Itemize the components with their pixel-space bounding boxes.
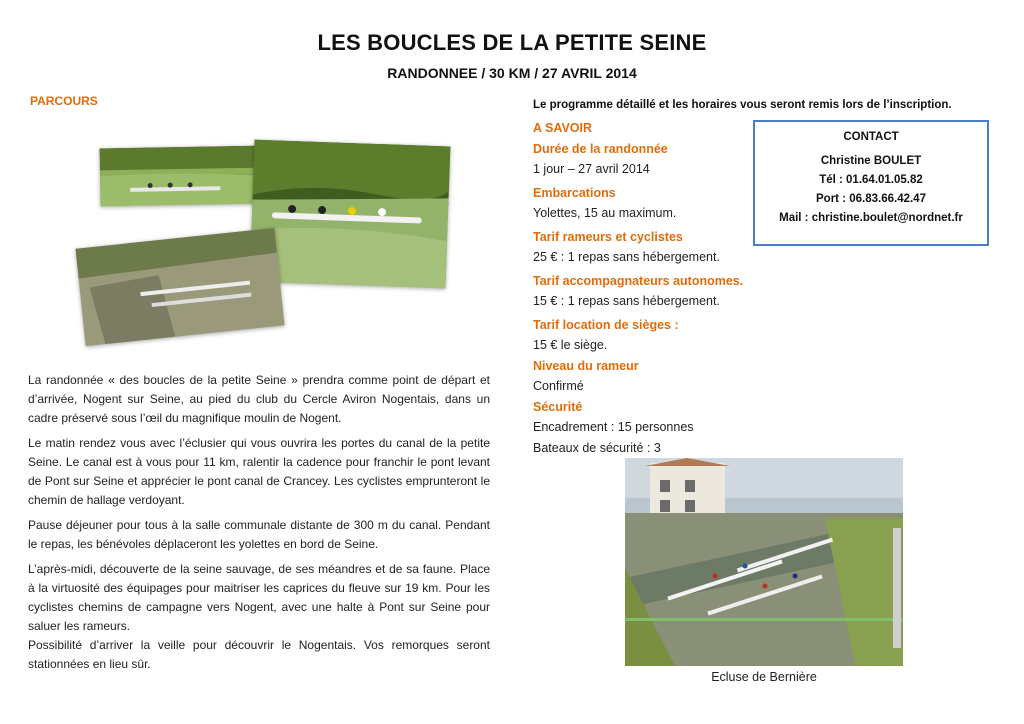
description-text <box>28 371 490 680</box>
paragraph: Possibilité d’arriver la veille pour découvrir le Nogentais. Vos remorques seront stationnées en lieu sûr. <box>28 638 490 671</box>
page-subtitle: RANDONNEE / 30 KM / 27 AVRIL 2014 <box>387 65 637 81</box>
info-value: Encadrement : 15 personnes <box>533 420 694 434</box>
section-label-parcours: PARCOURS <box>30 94 98 108</box>
program-note: Le programme détaillé et les horaires vous seront remis lors de l’inscription. <box>533 99 952 111</box>
photo-lock-boats <box>75 228 284 346</box>
photo-caption: Ecluse de Bernière <box>711 670 817 684</box>
photo-rowing-river <box>100 146 261 207</box>
info-heading: Tarif accompagnateurs autonomes. <box>533 273 744 288</box>
contact-name: Christine BOULET <box>820 155 922 167</box>
info-heading: Sécurité <box>533 399 583 414</box>
page-title: LES BOUCLES DE LA PETITE SEINE <box>317 30 707 55</box>
info-heading: Durée de la randonnée <box>533 141 668 156</box>
photo-ecluse-berniere <box>625 458 903 666</box>
contact-mail: Mail : christine.boulet@nordnet.fr <box>779 212 963 224</box>
photo-rowing-crew <box>250 140 451 289</box>
paragraph: Le matin rendez vous avec l’éclusier qui vous ouvrira les portes du canal de la petite Seine. Le canal est à vous pour 11 km, ralentir la cadence pour franchir le pont levant de Pont sur Seine et apprécier le pont canal de Crancey. Les cyclistes emprunteront le chemin de hallage verdoyant. <box>28 436 490 507</box>
info-value: 1 jour – 27 avril 2014 <box>533 162 650 176</box>
paragraph: L’après-midi, découverte de la seine sauvage, de ses méandres et de sa faune. Place à la virtuosité des équipages pour maitriser les caprices du fleuve sur 19 km. Pour les cyclistes chemins de campagne vers Nogent, avec une halte à Pont sur Seine pour saluer les rameurs. <box>28 562 490 633</box>
info-value: 15 € le siège. <box>533 338 608 352</box>
info-heading: Tarif location de sièges : <box>533 317 679 332</box>
paragraph: Pause déjeuner pour tous à la salle communale distante de 300 m du canal. Pendant le repas, les bénévoles déplaceront les yolettes en bord de Seine. <box>28 518 490 551</box>
contact-box <box>753 120 989 246</box>
paragraph: La randonnée « des boucles de la petite Seine » prendra comme point de départ et d’arrivée, Nogent sur Seine, au pied du club du Cercle Aviron Nogentais, dans un cadre préservé sous l’œil du magnifique moulin de Nogent. <box>28 373 490 425</box>
info-value: Yolettes, 15 au maximum. <box>533 206 677 220</box>
contact-port: Port : 06.83.66.42.47 <box>816 193 926 205</box>
contact-title: CONTACT <box>843 131 899 143</box>
info-heading: Tarif rameurs et cyclistes <box>533 229 683 244</box>
info-list <box>533 118 753 458</box>
info-value: 15 € : 1 repas sans hébergement. <box>533 294 720 308</box>
contact-tel: Tél : 01.64.01.05.82 <box>819 174 923 186</box>
info-value: Confirmé <box>533 379 584 393</box>
info-value: 25 € : 1 repas sans hébergement. <box>533 250 720 264</box>
a-savoir-heading: A SAVOIR <box>533 121 593 135</box>
info-value: Bateaux de sécurité : 3 <box>533 440 661 455</box>
info-heading: Embarcations <box>533 185 616 200</box>
info-heading: Niveau du rameur <box>533 358 639 373</box>
